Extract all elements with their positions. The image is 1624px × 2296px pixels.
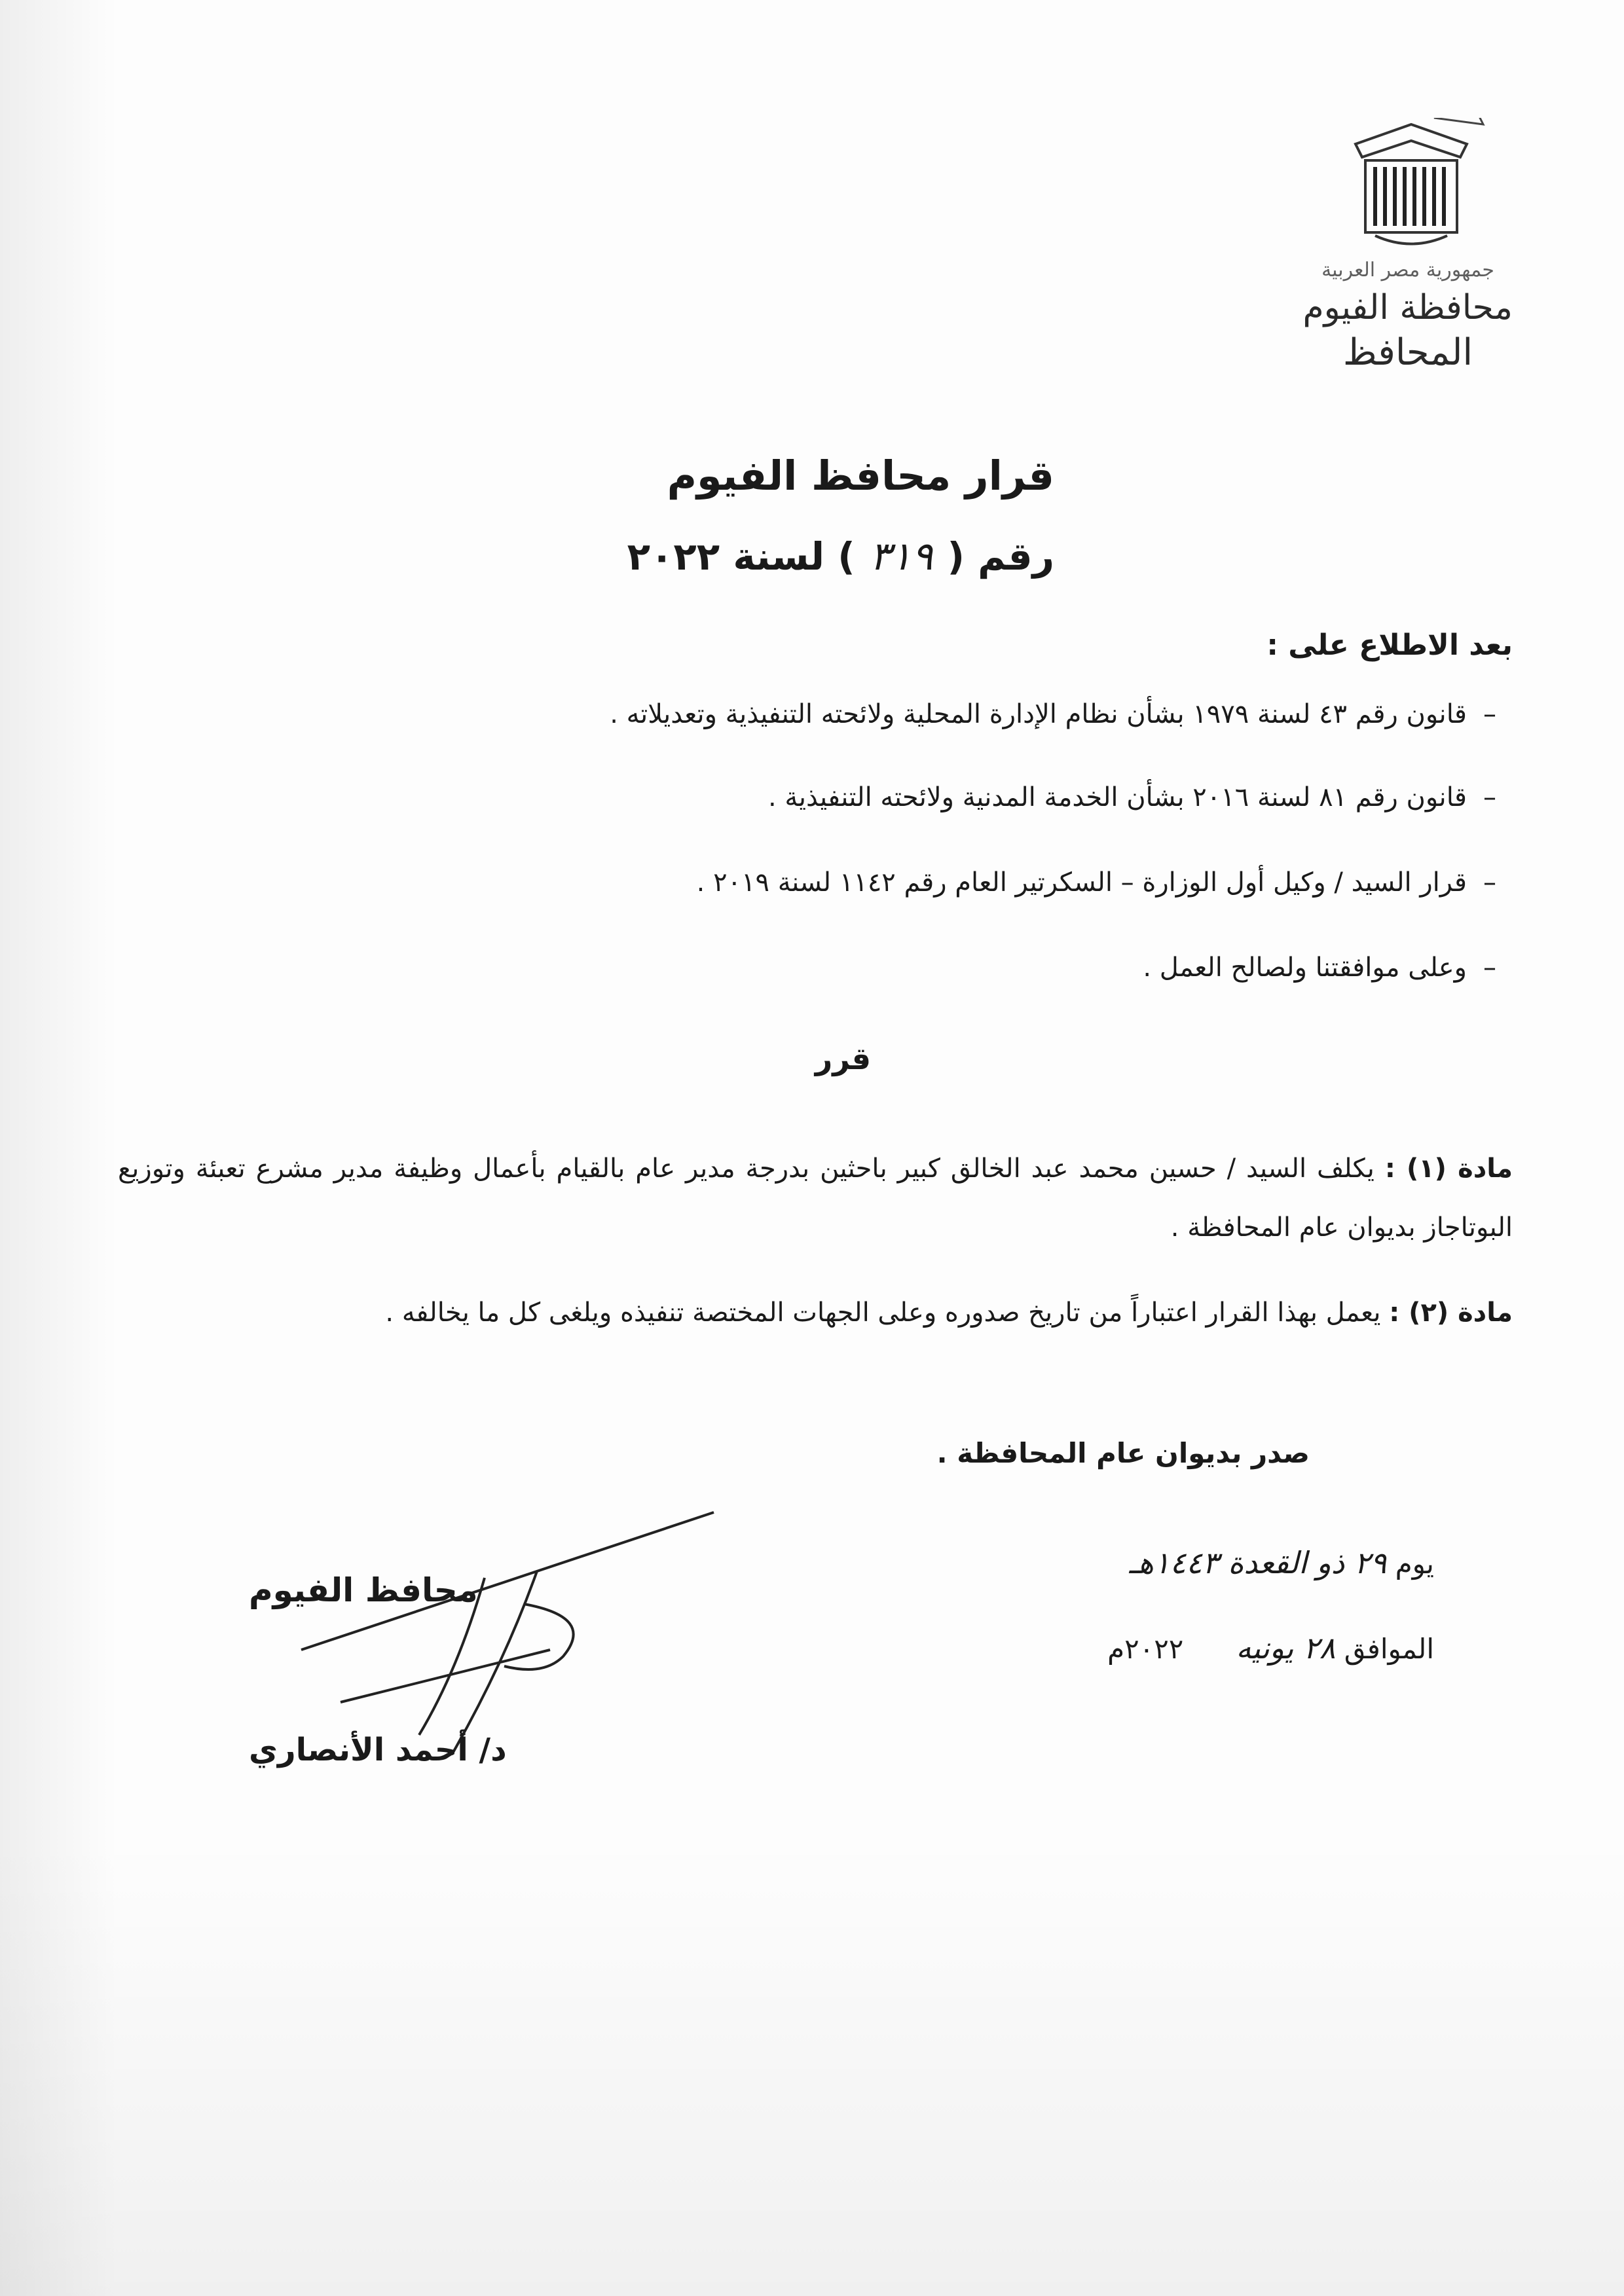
header-governor: المحافظ xyxy=(1342,331,1473,374)
decree-heading: قرر xyxy=(815,1041,871,1076)
issued-statement: صدر بديوان عام المحافظة . xyxy=(936,1437,1310,1469)
article-text: يكلف السيد / حسين محمد عبد الخالق كبير باحثين بدرجة مدير عام بالقيام بأعمال وظيفة مدير مشرع تعبئة وتوزيع البوتاجاز بديوان عام المحافظة . xyxy=(118,1154,1513,1243)
preamble-heading: بعد الاطلاع على : xyxy=(1266,629,1513,662)
header-country: جمهورية مصر العربية xyxy=(1321,259,1494,282)
gregorian-date-value: ٢٨ يونيه xyxy=(1236,1630,1336,1666)
eagle-emblem-icon xyxy=(1336,118,1486,262)
article-label: مادة (١) : xyxy=(1384,1154,1513,1184)
hijri-date-label: يوم xyxy=(1395,1548,1434,1580)
gregorian-date-label: الموافق xyxy=(1344,1633,1434,1665)
hijri-date-value: ٢٩ ذو القعدة ١٤٤٣هـ xyxy=(1129,1545,1387,1580)
decree-number-prefix: رقم ( xyxy=(947,534,1054,579)
scan-shadow-bottom xyxy=(0,1838,1624,2296)
decree-number-value: ٣١٩ xyxy=(869,534,933,579)
decree-number-suffix: ) لسنة ٢٠٢٢ xyxy=(627,534,855,579)
preamble-item: –وعلى موافقتنا ولصالح العمل . xyxy=(1143,953,1496,983)
gregorian-date-year: ٢٠٢٢م xyxy=(1107,1633,1184,1665)
decree-number-line xyxy=(627,534,1054,579)
preamble-item: –قانون رقم ٤٣ لسنة ١٩٧٩ بشأن نظام الإدارة المحلية ولائحته التنفيذية وتعديلاته . xyxy=(610,699,1496,729)
gregorian-date xyxy=(1107,1630,1434,1666)
preamble-item: –قرار السيد / وكيل أول الوزارة – السكرتير العام رقم ١١٤٢ لسنة ٢٠١٩ . xyxy=(696,867,1496,898)
signatory-name: د/ أحمد الأنصاري xyxy=(249,1732,507,1768)
page-title: قرار محافظ الفيوم xyxy=(667,452,1054,500)
header-organization xyxy=(1303,259,1513,374)
article-label: مادة (٢) : xyxy=(1389,1298,1513,1328)
article-1 xyxy=(118,1139,1513,1257)
article-text: يعمل بهذا القرار اعتباراً من تاريخ صدوره وعلى الجهات المختصة تنفيذه ويلغى كل ما يخالفه . xyxy=(385,1298,1381,1328)
preamble-item: –قانون رقم ٨١ لسنة ٢٠١٦ بشأن الخدمة المدنية ولائحته التنفيذية . xyxy=(767,782,1496,812)
header-governorate: محافظة الفيوم xyxy=(1302,288,1513,327)
article-2 xyxy=(118,1283,1513,1342)
hijri-date xyxy=(1129,1545,1434,1580)
signatory-title: محافظ الفيوم xyxy=(249,1571,478,1609)
